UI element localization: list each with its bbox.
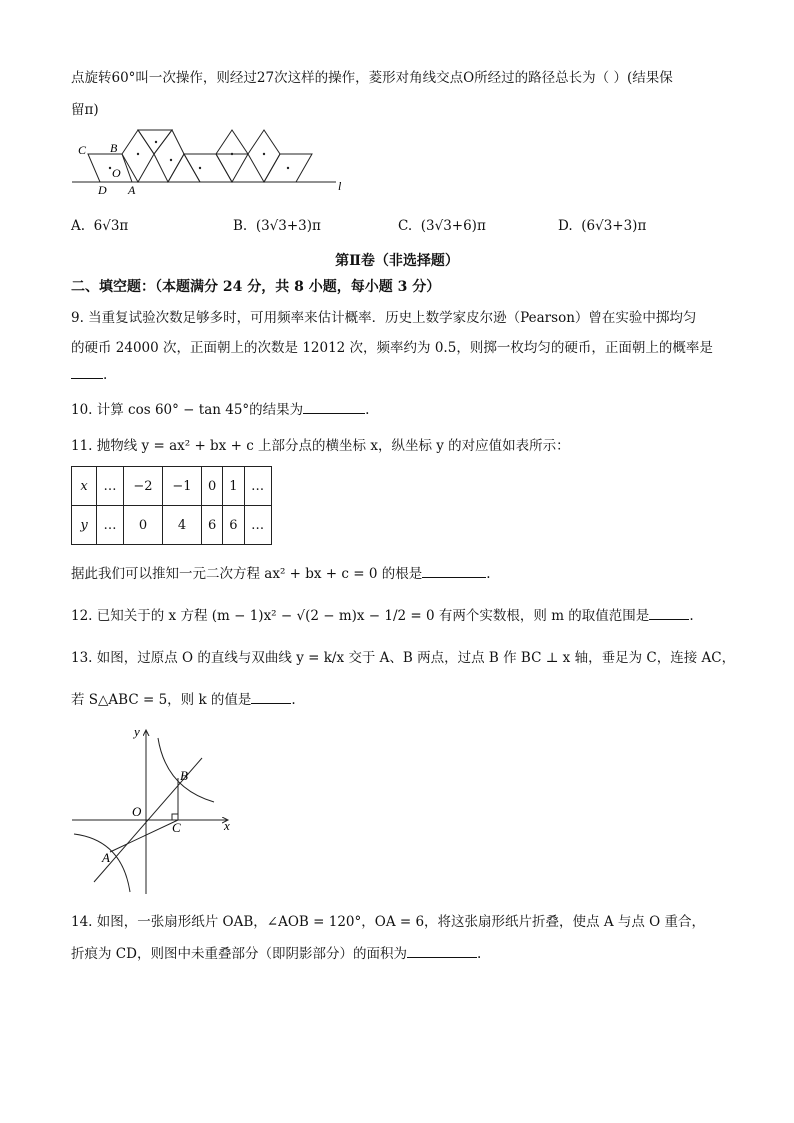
label-O: O <box>112 166 121 180</box>
table-cell: x <box>72 467 97 506</box>
table-cell: … <box>97 506 124 545</box>
q14-line2-text: 折痕为 CD，则图中未重叠部分（即阴影部分）的面积为 <box>71 946 407 962</box>
label-D: D <box>98 183 107 197</box>
q12-period: . <box>689 608 694 624</box>
table-cell: −1 <box>163 467 202 506</box>
label-O: O <box>132 804 142 819</box>
q11-text: 11. 抛物线 y = ax² + bx + c 上部分点的横坐标 x，纵坐标 y 的对应值如表所示： <box>71 438 570 454</box>
q10-period: . <box>365 402 370 418</box>
q9-line2: 的硬币 24000 次，正面朝上的次数是 12012 次，频率约为 0.5，则掷一枚均匀的硬币，正面朝上的概率是 <box>71 340 713 356</box>
table-cell: y <box>72 506 97 545</box>
label-l: l <box>338 179 342 193</box>
option-d <box>558 218 646 234</box>
label-A: A <box>128 183 136 197</box>
rhombus-5 <box>184 154 232 182</box>
table-cell: 1 <box>223 467 244 506</box>
q14-answer-blank[interactable] <box>407 945 477 958</box>
q14-line1: 14. 如图，一张扇形纸片 OAB，∠AOB = 120°，OA = 6，将这张扇形纸片折叠，使点 A 与点 O 重合， <box>71 914 706 930</box>
rhombus-rotation-figure <box>60 124 360 200</box>
option-c-expr: (3√3+6)π <box>420 218 486 234</box>
option-c <box>398 218 486 234</box>
section-title: 第Ⅱ卷（非选择题） <box>335 253 459 269</box>
q11-value-table <box>71 466 272 545</box>
label-B: B <box>180 768 188 783</box>
q13-line2-text: 若 S△ABC = 5，则 k 的值是 <box>71 692 252 708</box>
rhombus-3 <box>154 130 184 182</box>
q14-period: . <box>476 946 482 962</box>
q10-text: 10. 计算 cos 60° − tan 45°的结果为 <box>71 402 304 418</box>
option-d-expr: (6√3+3)π <box>581 218 647 234</box>
option-c-key: C. <box>398 218 413 234</box>
label-A: A <box>102 850 110 865</box>
section2-header: 二、填空题：（本题满分 24 分，共 8 小题，每小题 3 分） <box>71 279 441 295</box>
q11-after-text: 据此我们可以推知一元二次方程 ax² + bx + c = 0 的根是 <box>71 566 423 582</box>
q8-line1: 点旋转60°叫一次操作，则经过27次这样的操作，菱形对角线交点O所经过的路径总长为（ ）(结果保 <box>71 70 673 86</box>
rhombus-7 <box>248 130 280 182</box>
q11-after <box>71 562 491 582</box>
table-cell: 6 <box>223 506 244 545</box>
option-a-key: A. <box>71 218 86 234</box>
option-b <box>233 218 321 234</box>
q11-period: . <box>486 566 491 582</box>
label-y: y <box>134 724 140 739</box>
rhombus-6 <box>216 130 248 182</box>
table-cell: … <box>244 467 271 506</box>
q12-answer-blank[interactable] <box>649 607 689 620</box>
q13-line1: 13. 如图，过原点 O 的直线与双曲线 y = k/x 交于 A、B 两点，过点 B 作 BC ⊥ x 轴，垂足为 C，连接 AC， <box>71 650 736 666</box>
q9-line1: 9. 当重复试验次数足够多时，可用频率来估计概率．历史上数学家皮尔逊（Pearson）曾在实验中掷均匀 <box>71 310 697 326</box>
label-x: x <box>224 818 230 833</box>
q9-period: . <box>103 367 108 383</box>
q9-answer-blank[interactable] <box>71 366 103 379</box>
rhombus-4 <box>168 154 200 182</box>
table-row <box>72 506 272 545</box>
q13-line2 <box>71 688 296 708</box>
q13-answer-blank[interactable] <box>251 691 291 704</box>
q12 <box>71 604 694 624</box>
table-row <box>72 467 272 506</box>
q10 <box>71 398 369 418</box>
label-B: B <box>110 141 118 155</box>
hyperbola-figure <box>66 722 246 898</box>
table-cell: 4 <box>163 506 202 545</box>
q11-answer-blank[interactable] <box>422 565 486 578</box>
option-b-expr: (3√3+3)π <box>255 218 321 234</box>
label-C: C <box>172 820 181 835</box>
option-a <box>71 218 128 234</box>
table-cell: −2 <box>124 467 163 506</box>
q10-answer-blank[interactable] <box>303 401 365 414</box>
label-C: C <box>78 143 87 157</box>
table-cell: 6 <box>202 506 223 545</box>
q8-line2: 留π) <box>71 102 99 118</box>
q13-period: . <box>291 692 296 708</box>
option-d-key: D. <box>558 218 573 234</box>
table-cell: … <box>244 506 271 545</box>
q12-text: 12. 已知关于的 x 方程 (m − 1)x² − √(2 − m)x − 1/2 = 0 有两个实数根，则 m 的取值范围是 <box>71 608 650 624</box>
option-b-key: B. <box>233 218 248 234</box>
q14-line2 <box>71 942 481 962</box>
option-a-expr: 6√3π <box>93 218 129 234</box>
q9-line3 <box>71 366 107 383</box>
rhombus-1 <box>122 130 154 182</box>
table-cell: 0 <box>124 506 163 545</box>
table-cell: 0 <box>202 467 223 506</box>
table-cell: … <box>97 467 124 506</box>
